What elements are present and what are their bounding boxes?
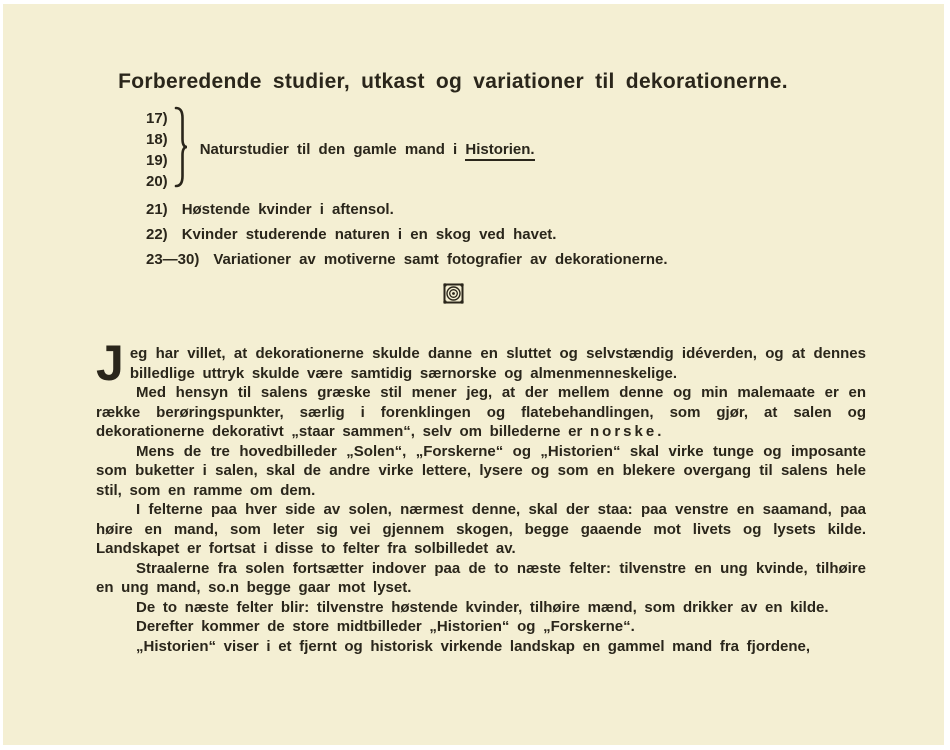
paragraph-6: De to næste felter blir: tilvenstre høstende kvinder, tilhøire mænd, som drikker av en kilde. — [136, 598, 829, 616]
item-text: Kvinder studerende naturen i en skog ved havet. — [181, 226, 557, 243]
paragraph-3: Mens de tre hovedbilleder „Solen“, „Forskerne“ og „Historien“ skal virke tunge og imposante som buketter i salen, skal de andre virke lettere, lysere og som en blekere overgang til salens hele stil, som en ramme om dem. — [96, 442, 866, 499]
catalog-group-17-20 — [146, 106, 866, 193]
page-content — [96, 4, 866, 656]
paragraph-4: I felterne paa hver side av solen, nærmest denne, skal der staa: paa venstre en saamand, paa høire en mand, som leter sig vei gjennem skogen, begge gaaende mot livets og lysets kilde. Landskapet er fortsat i disse to felter fra solbilledet av. — [96, 501, 866, 557]
catalog-group-label-text: Naturstudier til den gamle mand i — [199, 141, 466, 158]
catalog-number: 18) — [146, 130, 168, 148]
paragraph-7: Derefter kommer de store midtbilleder „Historien“ og „Forskerne“. — [136, 618, 635, 635]
paragraph-2-text: Med hensyn til salens græske stil mener jeg, at der mellem denne og min malemaate er en række berøringspunkter, særlig i forenklingen og flatebehandlingen, som gjør, at salen og dekorationerne dekorativt „staar sammen“, selv om billederne er — [96, 384, 866, 440]
paragraph-1 — [96, 335, 866, 391]
paragraph-5: Straalerne fra solen fortsætter indover paa de to næste felter: tilvenstre en ung kvinde, tilhøire en ung mand, so.n begge gaar mot lyset. — [96, 559, 866, 596]
item-number: 22) — [146, 226, 168, 243]
brace-icon — [174, 106, 188, 193]
paragraph-8: „Historien“ viser i et fjernt og historisk virkende landskap en gammel mand fra fjordene, — [136, 637, 811, 655]
page-title: Forberedende studier, utkast og variationer til dekorationerne. — [118, 70, 788, 93]
list-item — [146, 197, 866, 222]
list-item — [146, 247, 866, 272]
catalog-group-label-underlined: Historien. — [465, 141, 534, 161]
catalog-group-label — [200, 141, 535, 158]
item-number: 21) — [146, 201, 168, 218]
catalog-group-numbers — [146, 108, 168, 192]
dropcap-initial: J — [96, 335, 124, 391]
catalog-number: 17) — [146, 109, 168, 127]
item-text: Variationer av motiverne samt fotografier av dekorationerne. — [213, 251, 668, 268]
paragraph-2-period: . — [657, 423, 662, 440]
item-number: 23—30) — [146, 251, 200, 268]
concentric-circles-ornament-icon — [442, 292, 465, 309]
item-text: Høstende kvinder i aftensol. — [181, 201, 394, 218]
list-item — [146, 222, 866, 247]
paragraph-1-text: eg har villet, at dekorationerne skulde danne en sluttet og selvstændig idéverden, og at dennes billedlige uttryk skulde være samtidig særnorske og almenmenneskelige. — [129, 345, 866, 382]
ornament-row — [68, 282, 838, 310]
paragraph-2 — [96, 383, 866, 442]
body-text — [96, 335, 866, 656]
catalog-number: 19) — [146, 151, 168, 169]
paragraph-2-emphasis: norske — [590, 423, 658, 440]
catalog-number: 20) — [146, 172, 168, 190]
catalog-list — [146, 197, 866, 272]
document-page — [3, 4, 944, 745]
